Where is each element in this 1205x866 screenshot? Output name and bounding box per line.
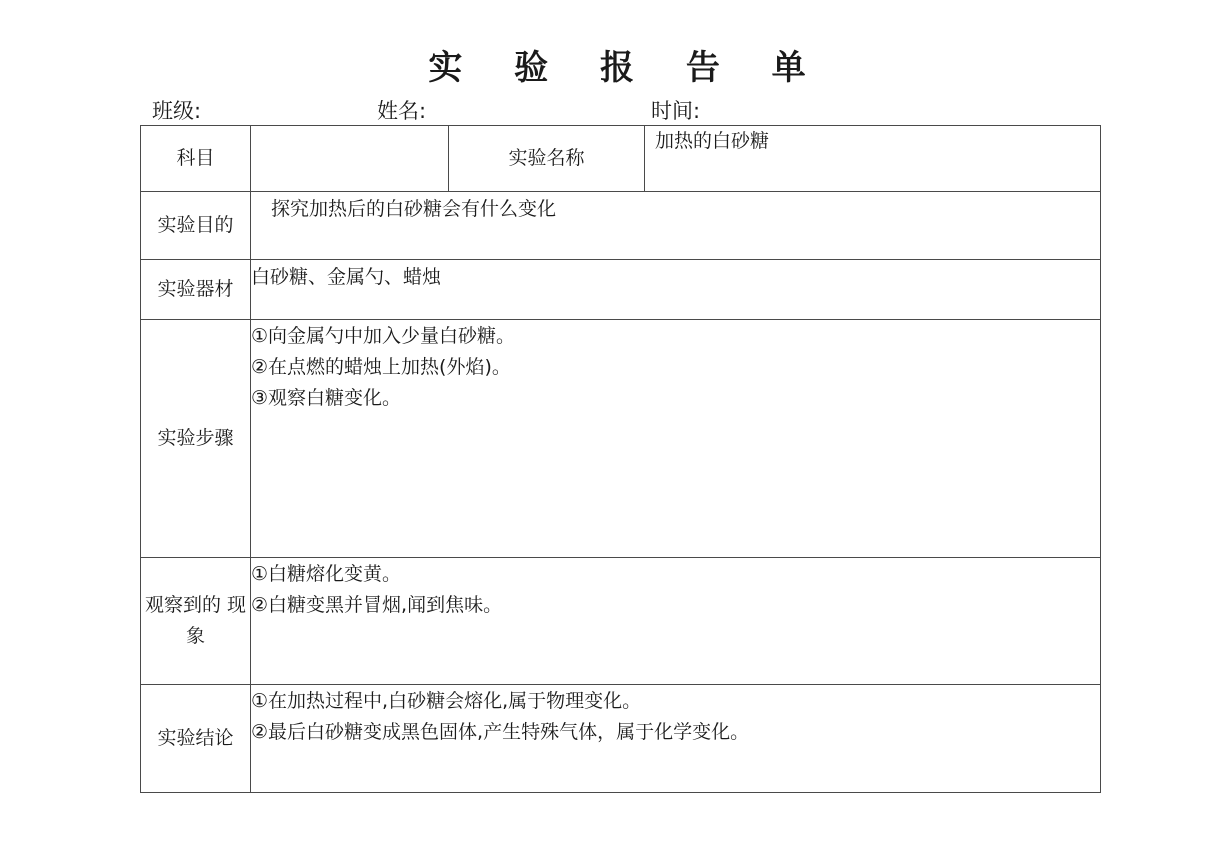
table-row xyxy=(141,192,1101,260)
observation-label: 观察到的 现象 xyxy=(141,558,251,685)
equipment-label: 实验器材 xyxy=(141,260,251,320)
conclusion-item: ②最后白砂糖变成黑色固体,产生特殊气体，属于化学变化。 xyxy=(251,721,750,743)
report-table xyxy=(140,125,1101,793)
table-row xyxy=(141,685,1101,793)
subject-label: 科目 xyxy=(141,126,251,192)
steps-label: 实验步骤 xyxy=(141,320,251,558)
page-title: 实 验 报 告 单 xyxy=(428,48,826,88)
experiment-name-value: 加热的白砂糖 xyxy=(645,126,1101,192)
name-label: 姓名: xyxy=(377,99,427,123)
purpose-label: 实验目的 xyxy=(141,192,251,260)
purpose-value: 探究加热后的白砂糖会有什么变化 xyxy=(251,192,1101,260)
table-row xyxy=(141,320,1101,558)
observation-item: ②白糖变黑并冒烟,闻到焦味。 xyxy=(251,594,503,616)
steps-list xyxy=(251,320,1101,558)
time-label: 时间: xyxy=(651,99,701,123)
observations-list xyxy=(251,558,1101,685)
conclusion-item: ①在加热过程中,白砂糖会熔化,属于物理变化。 xyxy=(251,690,642,712)
subject-value xyxy=(251,126,449,192)
table-row xyxy=(141,260,1101,320)
class-label: 班级: xyxy=(152,99,202,123)
equipment-value: 白砂糖、金属勺、蜡烛 xyxy=(251,260,1101,320)
observation-item: ①白糖熔化变黄。 xyxy=(251,563,402,585)
conclusions-list xyxy=(251,685,1101,793)
experiment-name-label: 实验名称 xyxy=(449,126,645,192)
table-row xyxy=(141,126,1101,192)
step-item: ③观察白糖变化。 xyxy=(251,387,402,409)
step-item: ②在点燃的蜡烛上加热(外焰)。 xyxy=(251,356,511,378)
conclusion-label: 实验结论 xyxy=(141,685,251,793)
table-row xyxy=(141,558,1101,685)
step-item: ①向金属勺中加入少量白砂糖。 xyxy=(251,325,516,347)
